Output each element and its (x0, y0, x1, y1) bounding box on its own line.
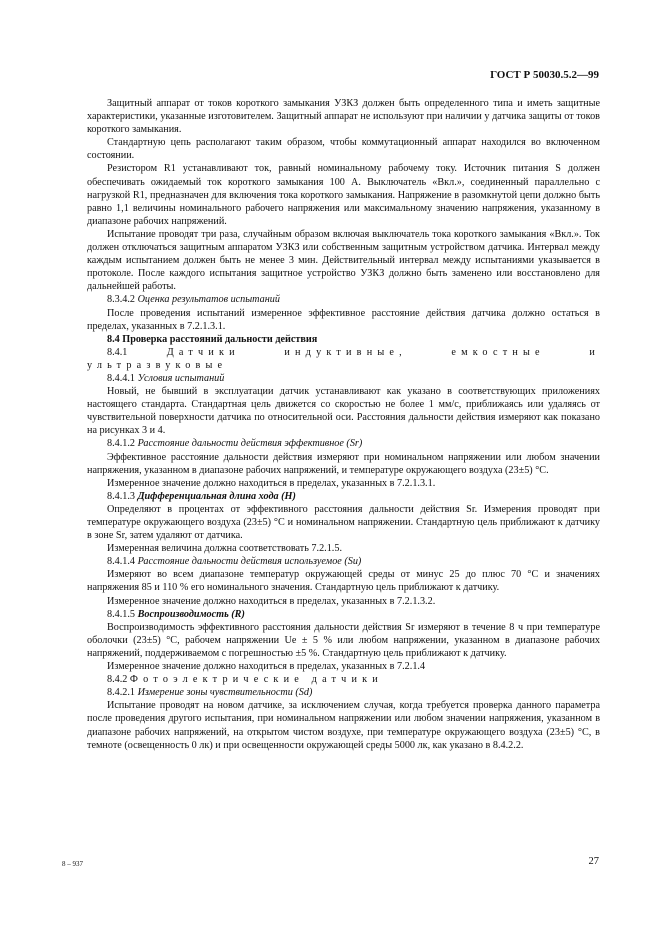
section-title: Расстояние дальности действия эффективное (Sr) (137, 438, 363, 450)
section-heading (87, 372, 600, 385)
paragraph: Новый, не бывший в эксплуатации датчик устанавливают как указано в соответствующих приложениях настоящего стандарта. Стандартная цель движется со скоростью не более 1 мм/с, приближаясь или удаляясь от чувствительной поверхности датчика по относительной оси. Расстояния дальности действия измеряют как показано на рисунках 3 и 4. (87, 386, 600, 437)
paragraph: После проведения испытаний измеренное эффективное расстояние действия датчика должно остаться в пределах, указанных в 7.2.1.3.1. (87, 307, 600, 332)
section-title: Дифференциальная длина хода (H) (137, 490, 296, 502)
section-heading (87, 293, 600, 306)
section-heading (87, 490, 600, 503)
paragraph: Испытание проводят на новом датчике, за исключением случая, когда требуется проверка данного параметра после проведения другого испытания, при номинальном напряжении или любом значении напряжения, указанном в диапазоне рабочих напряжений, на открытом чистом воздухе, при температуре окружающего воздуха (23±5) °С, в темноте (освещенность 0 лк) и при освещенности окружающей среды 5000 лк, как указано в 8.4.2.2. (87, 700, 600, 751)
section-heading (87, 673, 600, 686)
footer-print-code: 8 – 937 (62, 860, 83, 868)
paragraph: Измеренная величина должна соответствовать 7.2.1.5. (107, 543, 342, 555)
section-heading (87, 346, 600, 372)
paragraph: Измеряют во всем диапазоне температур окружающей среды от минус 25 до плюс 70 °С и значениях напряжения 85 и 110 % его номинального значения. Стандартную цель приближают к датчику. (87, 569, 600, 594)
section-heading (87, 437, 600, 450)
paragraph: Испытание проводят три раза, случайным образом включая выключатель тока короткого замыкания «Вкл.». Ток должен отключаться защитным аппаратом УЗКЗ или собственным защитным устройством датчика. Интервал между каждым испытанием должен быть не менее 3 мин. Действительный интервал между испытаниями указывается в протоколе. После каждого испытания защитное устройство УЗКЗ должно быть заменено или восстановлено для дальнейшей работы. (87, 228, 600, 293)
paragraph: Определяют в процентах от эффективного расстояния дальности действия Sr. Измерения проводят при температуре окружающего воздуха (23±5) °С и номинальном напряжении. Стандартную цель приближают к датчику в зоне Sr, затем удаляют от датчика. (87, 503, 600, 542)
section-heading: 8.4 Проверка расстояний дальности действия (107, 333, 318, 345)
section-number: 8.3.4.2 (107, 294, 136, 306)
section-title: Расстояние дальности действия используемое (Su) (137, 556, 362, 568)
section-title: Фотоэлектрические датчики (129, 674, 383, 686)
section-title: Измерение зоны чувствительности (Sd) (137, 687, 313, 699)
paragraph: Воспроизводимость эффективного расстояния дальности действия Sr измеряют в течение 8 ч при температуре оболочки (23±5) °С, рабочем напряжении Ue ± 5 % или любом напряжении, указанном в диапазоне рабочих напряжений, поддерживаемом с погрешностью ±5 %. Стандартную цель приближают к датчику. (87, 621, 600, 659)
section-title: Воспроизводимость (R) (137, 608, 245, 620)
section-title: Датчики индуктивные, емкостные и ультразвуковые (87, 346, 601, 371)
section-number: 8.4.1.4 (107, 556, 136, 568)
section-number: 8.4.2 (107, 674, 128, 686)
paragraph: Измеренное значение должно находиться в пределах, указанных в 7.2.1.3.1. (107, 477, 436, 489)
section-heading (87, 608, 600, 621)
paragraph: Измеренное значение должно находиться в пределах, указанных в 7.2.1.4 (107, 661, 426, 673)
paragraph: Резистором R1 устанавливают ток, равный номинальному рабочему току. Источник питания S должен обеспечивать ожидаемый ток короткого замыкания 100 А. Выключатель «Вкл.», соединенный параллельно с нагрузкой R1, предназначен для включения тока короткого замыкания. Напряжение в разомкнутой цепи должно быть равно 1,1 величины номинального рабочего напряжения или максимальному значению напряжения, указанному в диапазоне рабочих напряжений. (87, 163, 600, 227)
section-number: 8.4.1 (107, 346, 128, 358)
paragraph: Измеренное значение должно находиться в пределах, указанных в 7.2.1.3.2. (107, 595, 436, 607)
section-number: 8.4.1.5 (107, 608, 136, 620)
section-title: Условия испытаний (137, 372, 225, 384)
paragraph: Стандартную цепь располагают таким образом, чтобы коммутационный аппарат находился во включенном состоянии. (87, 137, 600, 162)
page-number: 27 (588, 856, 599, 867)
section-number: 8.4.2.1 (107, 687, 136, 699)
section-title: Оценка результатов испытаний (137, 294, 280, 306)
section-heading (87, 686, 600, 699)
document-header: ГОСТ Р 50030.5.2—99 (490, 69, 599, 81)
document-body (87, 97, 600, 752)
section-number: 8.4.1.3 (107, 490, 136, 502)
paragraph: Эффективное расстояние дальности действия измеряют при номинальном напряжении или любом значении напряжения, указанном в диапазоне рабочих напряжений, и температуре окружающего воздуха (23±5) °С. (87, 451, 600, 476)
section-number: 8.4.1.2 (107, 438, 136, 450)
section-number: 8.4.4.1 (107, 372, 136, 384)
section-heading (87, 555, 600, 568)
paragraph: Защитный аппарат от токов короткого замыкания УЗКЗ должен быть определенного типа и иметь защитные характеристики, указанные изготовителем. Защитный аппарат не используют при наличии у датчика защиты от токов короткого замыкания. (87, 98, 600, 136)
